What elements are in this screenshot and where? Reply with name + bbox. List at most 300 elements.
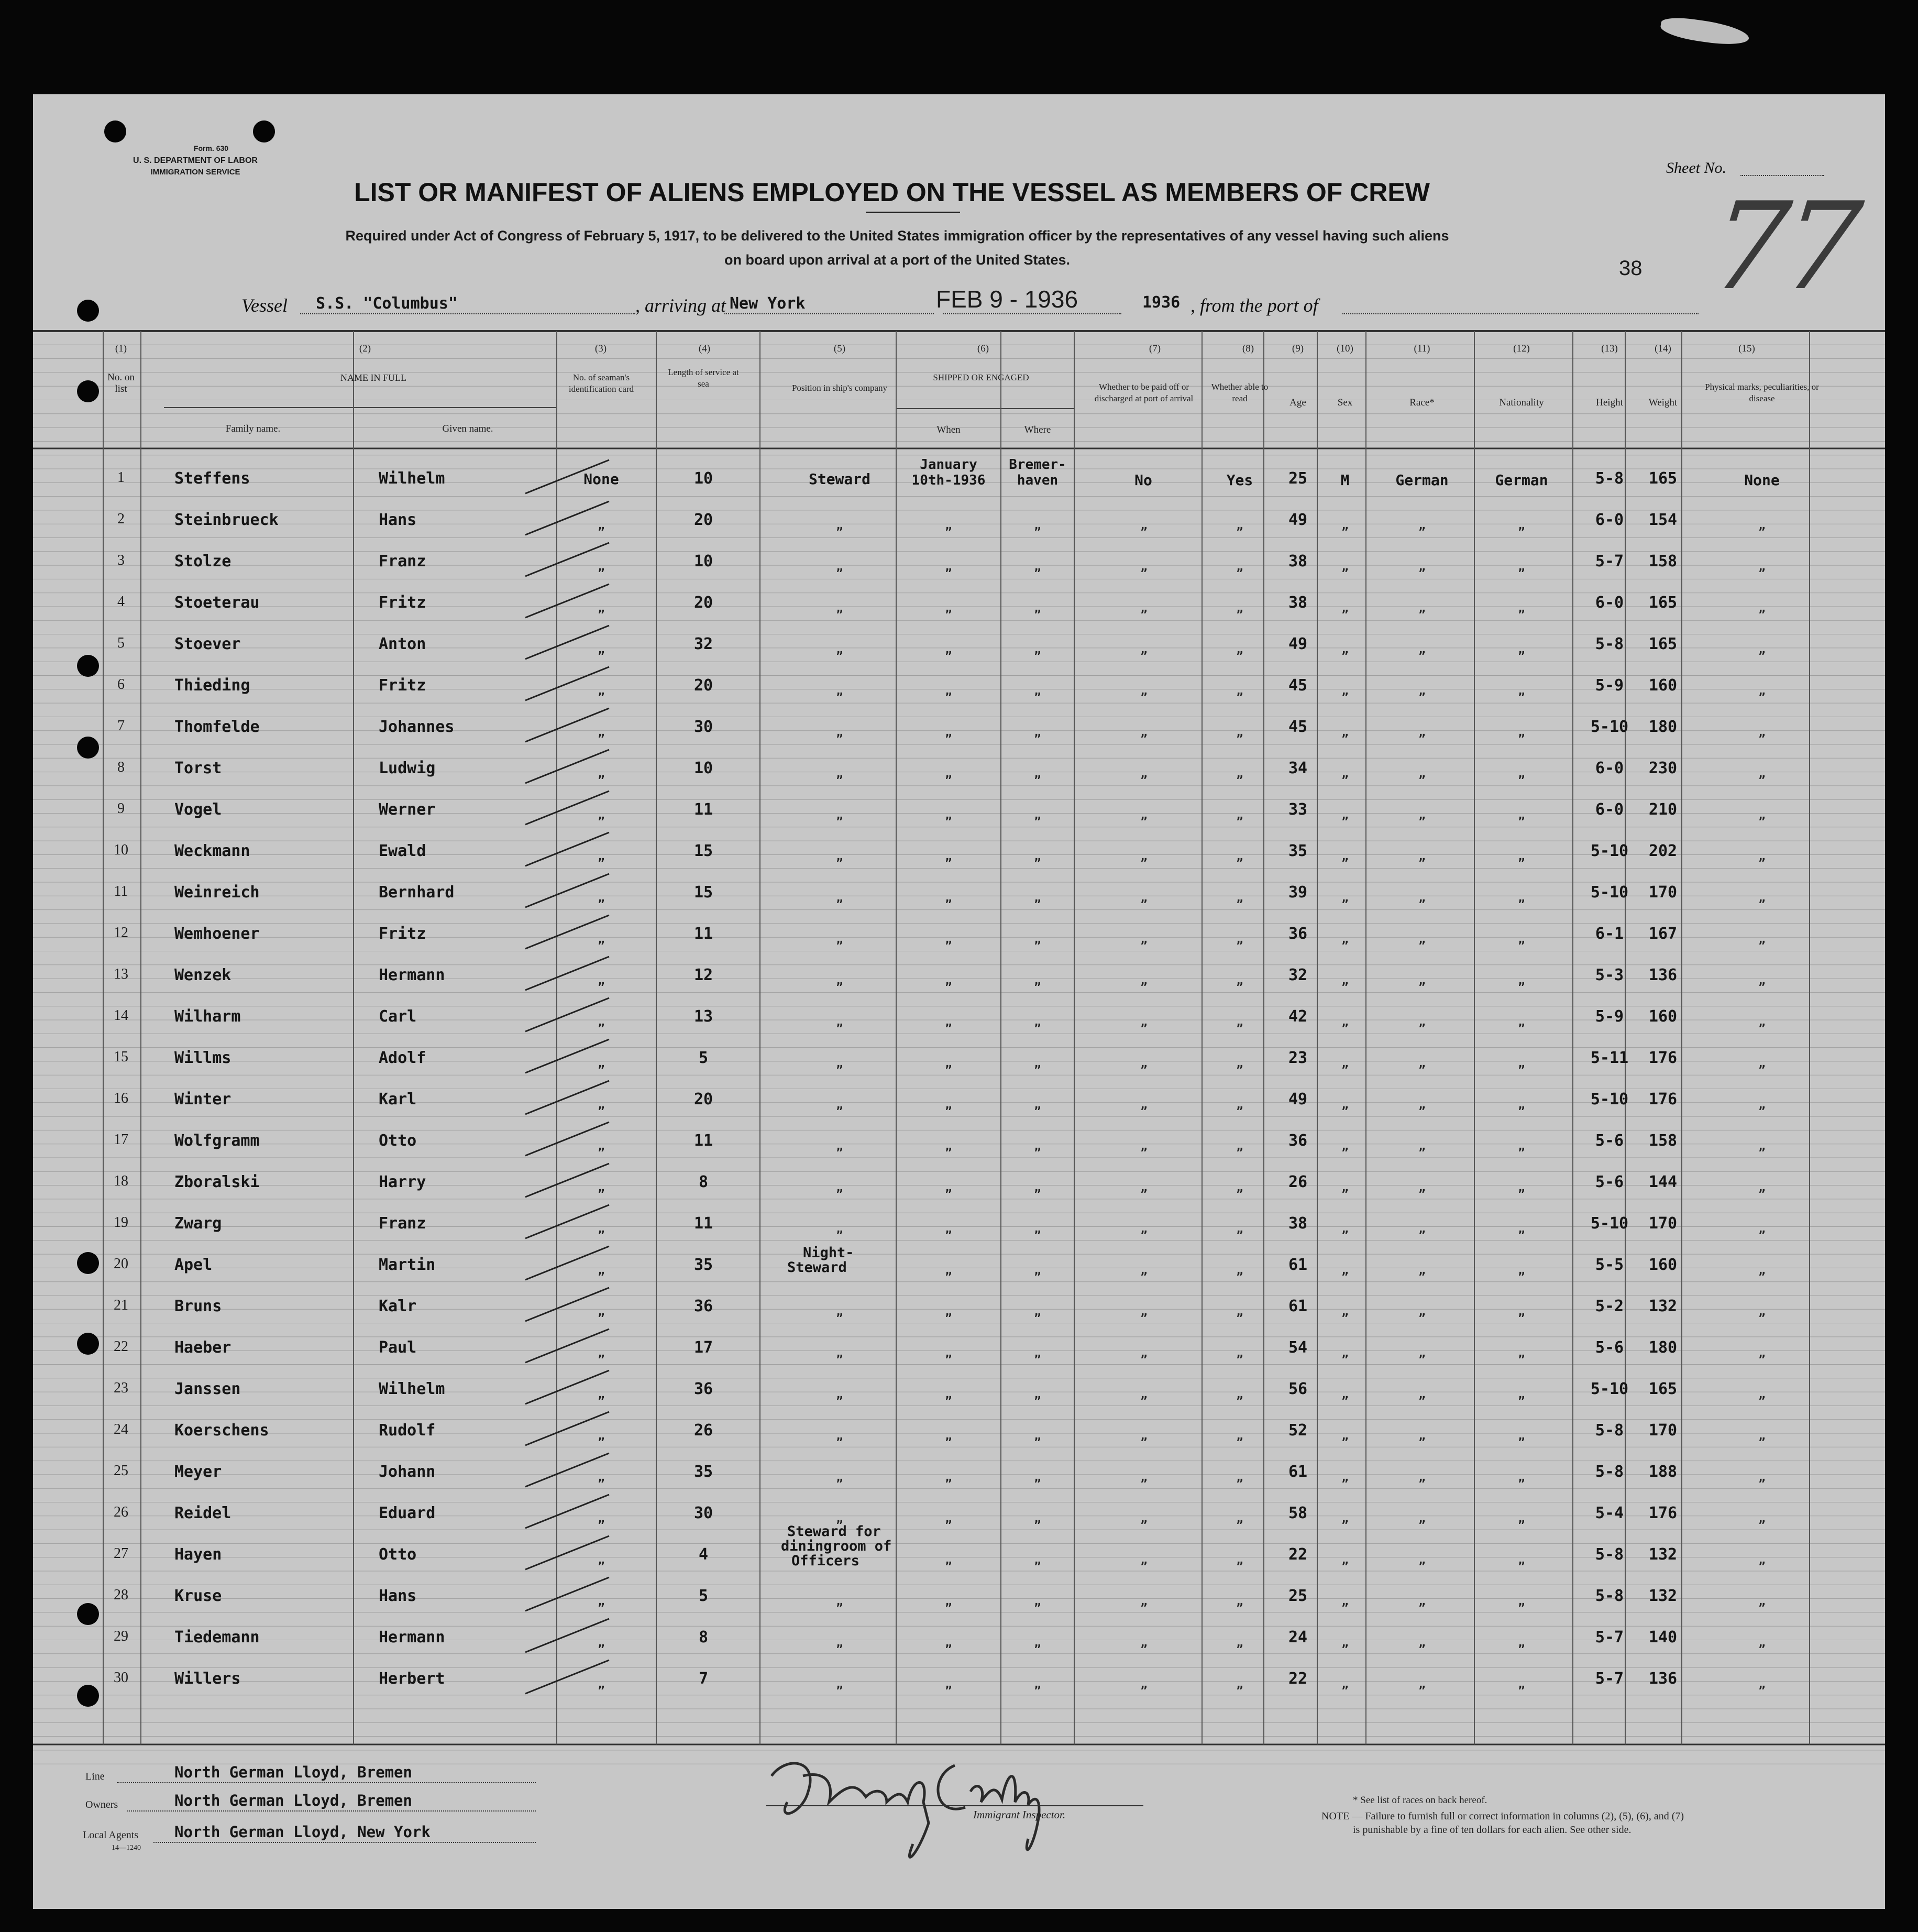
family-name: Wilharm <box>174 1007 241 1026</box>
given-name: Karl <box>379 1090 417 1108</box>
ditto-mark: „ <box>1418 809 1426 822</box>
ditto-mark: „ <box>1034 602 1041 615</box>
ditto-mark: „ <box>836 1057 843 1070</box>
weight: 140 <box>1648 1628 1678 1646</box>
ditto-mark: „ <box>836 685 843 698</box>
ditto-mark: „ <box>1140 685 1148 698</box>
ditto-mark: „ <box>1418 1305 1426 1319</box>
ditto-mark: „ <box>1418 1388 1426 1401</box>
height: 5-10 <box>1590 883 1629 902</box>
length-of-service: 26 <box>693 1421 713 1440</box>
ditto-mark: „ <box>1341 933 1349 946</box>
ditto-mark: „ <box>1518 643 1525 656</box>
ditto-mark: „ <box>1418 850 1426 863</box>
ditto-mark: „ <box>1418 1181 1426 1194</box>
ditto-mark: „ <box>1758 1471 1766 1484</box>
length-of-service: 15 <box>693 883 713 902</box>
header-position: Position in ship's company <box>791 383 888 393</box>
given-name: Herbert <box>379 1670 445 1688</box>
ditto-mark: „ <box>1518 1347 1525 1360</box>
ditto-mark: „ <box>1758 1264 1766 1277</box>
ditto-mark: „ <box>945 1347 952 1360</box>
family-name: Torst <box>174 759 222 777</box>
punch-hole <box>77 1252 99 1274</box>
officers-line3: Officers <box>791 1553 860 1569</box>
ditto-mark: „ <box>1341 561 1349 574</box>
ditto-mark: „ <box>1236 1264 1243 1277</box>
weight: 202 <box>1648 842 1678 860</box>
length-of-service: 15 <box>693 842 713 860</box>
header-able-read: Whether able to read <box>1211 382 1269 403</box>
height: 5-10 <box>1590 1380 1629 1398</box>
height: 5-7 <box>1595 552 1624 570</box>
ditto-mark: „ <box>1140 974 1148 987</box>
ditto-mark: „ <box>1034 561 1041 574</box>
ditto-mark: „ <box>836 561 843 574</box>
department-name: U. S. DEPARTMENT OF LABOR <box>133 156 258 165</box>
ditto-mark: „ <box>1418 1016 1426 1029</box>
ditto-mark: „ <box>1034 1223 1041 1236</box>
ditto-mark: „ <box>1758 1057 1766 1070</box>
line-value: North German Lloyd, Bremen <box>174 1763 412 1781</box>
ditto-mark: „ <box>1518 1388 1525 1401</box>
ditto-mark: „ <box>1758 1512 1766 1525</box>
row1-id-card: None <box>583 470 619 488</box>
given-name: Eduard <box>379 1504 436 1522</box>
age: 61 <box>1288 1463 1308 1481</box>
form-code: 14—1240 <box>112 1844 141 1852</box>
weight: 180 <box>1648 1338 1678 1357</box>
ditto-mark: „ <box>1758 1554 1766 1567</box>
ditto-mark: „ <box>1034 519 1041 532</box>
height: 5-5 <box>1595 1256 1624 1274</box>
arriving-label: , arriving at <box>635 295 726 316</box>
age: 34 <box>1288 759 1308 777</box>
col-num-12: (12) <box>1513 343 1530 354</box>
given-name: Fritz <box>379 594 426 612</box>
page-number: 38 <box>1619 257 1643 280</box>
ditto-mark: „ <box>1236 519 1243 532</box>
ditto-mark: „ <box>1758 726 1766 739</box>
height: 5-8 <box>1595 1463 1624 1481</box>
height: 5-9 <box>1595 1007 1624 1026</box>
ditto-mark: „ <box>836 1678 843 1691</box>
row1-race: German <box>1395 471 1449 489</box>
agents-value: North German Lloyd, New York <box>174 1823 431 1841</box>
ditto-mark: „ <box>1341 1595 1349 1608</box>
date-stamp: FEB 9 - 1936 <box>936 286 1078 313</box>
punch-hole <box>77 1685 99 1707</box>
ditto-mark: „ <box>1341 1471 1349 1484</box>
ditto-mark: „ <box>598 1388 605 1401</box>
height: 5-8 <box>1595 1421 1624 1440</box>
ditto-mark: „ <box>1418 1471 1426 1484</box>
ditto-mark: „ <box>1236 1388 1243 1401</box>
ditto-mark: „ <box>1140 643 1148 656</box>
ditto-mark: „ <box>1034 809 1041 822</box>
ditto-mark: „ <box>1341 1554 1349 1567</box>
ditto-mark: „ <box>836 1099 843 1112</box>
row1-position: Steward <box>808 470 870 488</box>
ditto-mark: „ <box>1418 1595 1426 1608</box>
weight: 170 <box>1648 883 1678 902</box>
given-name: Martin <box>379 1256 436 1274</box>
ditto-mark: „ <box>1341 1140 1349 1153</box>
ditto-mark: „ <box>1236 767 1243 781</box>
row-number: 22 <box>114 1338 128 1355</box>
length-of-service: 8 <box>698 1628 709 1646</box>
night-steward-line1: Night- <box>803 1245 854 1261</box>
header-age: Age <box>1289 397 1306 408</box>
paper-scrap <box>1659 15 1750 48</box>
row-number: 29 <box>114 1628 128 1644</box>
ditto-mark: „ <box>945 933 952 946</box>
ditto-mark: „ <box>836 850 843 863</box>
year-value: 1936 <box>1142 293 1181 312</box>
ditto-mark: „ <box>836 726 843 739</box>
col-num-1: (1) <box>115 343 127 354</box>
ditto-mark: „ <box>598 519 605 532</box>
weight: 160 <box>1648 1256 1678 1274</box>
ditto-mark: „ <box>1518 933 1525 946</box>
weight: 144 <box>1648 1173 1678 1191</box>
ditto-mark: „ <box>598 602 605 615</box>
given-name: Wilhelm <box>379 1380 445 1398</box>
ditto-mark: „ <box>1341 1678 1349 1691</box>
ditto-mark: „ <box>1236 1637 1243 1650</box>
row-number: 12 <box>114 925 128 941</box>
ditto-mark: „ <box>945 726 952 739</box>
age: 33 <box>1288 800 1308 819</box>
punch-hole <box>77 655 99 677</box>
given-name: Otto <box>379 1545 417 1564</box>
weight: 132 <box>1648 1587 1678 1605</box>
ditto-mark: „ <box>1418 1140 1426 1153</box>
ditto-mark: „ <box>945 1637 952 1650</box>
given-name: Franz <box>379 552 426 570</box>
ditto-mark: „ <box>1341 974 1349 987</box>
ditto-mark: „ <box>836 643 843 656</box>
ditto-mark: „ <box>598 1140 605 1153</box>
family-name: Reidel <box>174 1504 232 1522</box>
header-name-in-full: NAME IN FULL <box>340 372 406 383</box>
given-name: Hermann <box>379 1628 445 1646</box>
given-name: Hans <box>379 511 417 529</box>
ditto-mark: „ <box>598 850 605 863</box>
ditto-mark: „ <box>945 643 952 656</box>
ditto-mark: „ <box>945 1181 952 1194</box>
ditto-mark: „ <box>1034 726 1041 739</box>
ditto-mark: „ <box>1236 1016 1243 1029</box>
port-underline <box>1342 313 1699 314</box>
ditto-mark: „ <box>598 1264 605 1277</box>
ditto-mark: „ <box>1518 726 1525 739</box>
ditto-mark: „ <box>836 809 843 822</box>
length-of-service: 20 <box>693 594 713 612</box>
ditto-mark: „ <box>1034 1678 1041 1691</box>
ditto-mark: „ <box>1518 1595 1525 1608</box>
length-of-service: 17 <box>693 1338 713 1357</box>
ditto-mark: „ <box>598 1471 605 1484</box>
ditto-mark: „ <box>1034 974 1041 987</box>
ditto-mark: „ <box>1034 1099 1041 1112</box>
penalty-note-line1: NOTE — Failure to furnish full or correct information in columns (2), (5), (6), and (7) <box>1321 1810 1684 1822</box>
family-name: Hayen <box>174 1545 222 1564</box>
age: 38 <box>1288 552 1308 570</box>
row-number: 9 <box>117 800 125 817</box>
header-sex: Sex <box>1337 397 1353 408</box>
ditto-mark: „ <box>1341 850 1349 863</box>
given-name: Anton <box>379 635 426 653</box>
signature-line <box>766 1805 1143 1806</box>
weight: 230 <box>1648 759 1678 777</box>
row-number: 4 <box>117 594 125 610</box>
ditto-mark: „ <box>598 809 605 822</box>
row-number: 27 <box>114 1545 128 1562</box>
ditto-mark: „ <box>1418 1678 1426 1691</box>
header-no-on-list: No. on list <box>107 372 135 394</box>
ditto-mark: „ <box>598 1099 605 1112</box>
ditto-mark: „ <box>945 892 952 905</box>
ditto-mark: „ <box>1418 561 1426 574</box>
ditto-mark: „ <box>598 685 605 698</box>
ditto-mark: „ <box>1418 1430 1426 1443</box>
ditto-mark: „ <box>1518 1057 1525 1070</box>
ditto-mark: „ <box>1034 1471 1041 1484</box>
ditto-mark: „ <box>836 974 843 987</box>
row-number: 21 <box>114 1297 128 1313</box>
weight: 176 <box>1648 1049 1678 1067</box>
row1-nationality: German <box>1495 471 1548 489</box>
header-nationality: Nationality <box>1499 397 1544 408</box>
service-name: IMMIGRATION SERVICE <box>150 168 240 177</box>
given-name: Kalr <box>379 1297 417 1315</box>
ditto-mark: „ <box>598 643 605 656</box>
ditto-mark: „ <box>1140 1223 1148 1236</box>
ditto-mark: „ <box>598 1305 605 1319</box>
ditto-mark: „ <box>1034 1347 1041 1360</box>
family-name: Janssen <box>174 1380 241 1398</box>
from-port-label: , from the port of <box>1191 295 1318 316</box>
age: 45 <box>1288 718 1308 736</box>
title-rule <box>866 212 960 213</box>
ditto-mark: „ <box>1034 850 1041 863</box>
ditto-mark: „ <box>1341 643 1349 656</box>
ditto-mark: „ <box>1140 1140 1148 1153</box>
length-of-service: 5 <box>698 1049 709 1067</box>
ditto-mark: „ <box>1341 519 1349 532</box>
given-name: Hans <box>379 1587 417 1605</box>
ditto-mark: „ <box>1140 1388 1148 1401</box>
ditto-mark: „ <box>836 1223 843 1236</box>
ditto-mark: „ <box>1034 1595 1041 1608</box>
ditto-mark: „ <box>1518 1637 1525 1650</box>
ditto-mark: „ <box>836 1595 843 1608</box>
ditto-mark: „ <box>1758 1678 1766 1691</box>
length-of-service: 32 <box>693 635 713 653</box>
col-num-15: (15) <box>1738 343 1755 354</box>
length-of-service: 30 <box>693 718 713 736</box>
family-name: Thomfelde <box>174 718 260 736</box>
ditto-mark: „ <box>598 1016 605 1029</box>
height: 6-0 <box>1595 759 1624 777</box>
ditto-mark: „ <box>1140 1099 1148 1112</box>
ditto-mark: „ <box>1418 892 1426 905</box>
ditto-mark: „ <box>1518 1678 1525 1691</box>
family-name: Stoever <box>174 635 241 653</box>
ditto-mark: „ <box>1034 1554 1041 1567</box>
family-name: Kruse <box>174 1587 222 1605</box>
length-of-service: 20 <box>693 511 713 529</box>
length-of-service: 35 <box>693 1463 713 1481</box>
weight: 160 <box>1648 1007 1678 1026</box>
height: 5-9 <box>1595 676 1624 695</box>
row-number: 14 <box>114 1007 128 1024</box>
col-num-8: (8) <box>1242 343 1254 354</box>
vessel-value: S.S. "Columbus" <box>316 294 458 313</box>
ditto-mark: „ <box>1341 1057 1349 1070</box>
header-where: Where <box>1024 424 1051 435</box>
col-num-6: (6) <box>977 343 989 354</box>
ditto-mark: „ <box>836 1305 843 1319</box>
punch-hole <box>104 120 126 142</box>
age: 49 <box>1288 635 1308 653</box>
races-note: * See list of races on back hereof. <box>1353 1795 1487 1806</box>
height: 5-10 <box>1590 718 1629 736</box>
row-number: 25 <box>114 1463 128 1479</box>
ditto-mark: „ <box>1341 1016 1349 1029</box>
ditto-mark: „ <box>1140 726 1148 739</box>
height: 5-6 <box>1595 1173 1624 1191</box>
ditto-mark: „ <box>1418 643 1426 656</box>
ditto-mark: „ <box>1518 1512 1525 1525</box>
ditto-mark: „ <box>1341 1099 1349 1112</box>
ditto-mark: „ <box>1758 767 1766 781</box>
ditto-mark: „ <box>1236 1347 1243 1360</box>
ditto-mark: „ <box>1518 1016 1525 1029</box>
inspector-label: Immigrant Inspector. <box>973 1808 1066 1821</box>
ditto-mark: „ <box>945 685 952 698</box>
col-num-11: (11) <box>1414 343 1430 354</box>
ditto-mark: „ <box>1341 1388 1349 1401</box>
weight: 154 <box>1648 511 1678 529</box>
owners-value: North German Lloyd, Bremen <box>174 1792 412 1809</box>
ditto-mark: „ <box>1034 933 1041 946</box>
header-paid-off: Whether to be paid off or discharged at port of arrival <box>1094 382 1194 403</box>
ditto-mark: „ <box>1758 643 1766 656</box>
subtitle-line1: Required under Act of Congress of February 5, 1917, to be delivered to the United States immigration officer by the representatives of any vessel having such aliens <box>345 228 1449 244</box>
ditto-mark: „ <box>1518 850 1525 863</box>
ditto-mark: „ <box>1758 1388 1766 1401</box>
age: 61 <box>1288 1297 1308 1315</box>
row1-physical: None <box>1744 471 1780 489</box>
ditto-mark: „ <box>1518 602 1525 615</box>
ditto-mark: „ <box>1034 1264 1041 1277</box>
weight: 158 <box>1648 552 1678 570</box>
col-num-5: (5) <box>833 343 846 354</box>
family-name: Wolfgramm <box>174 1132 260 1150</box>
header-when: When <box>936 424 961 435</box>
row-number: 1 <box>117 469 125 486</box>
ditto-mark: „ <box>1518 1430 1525 1443</box>
height: 5-8 <box>1595 1545 1624 1564</box>
ditto-mark: „ <box>945 850 952 863</box>
ditto-mark: „ <box>836 1637 843 1650</box>
weight: 132 <box>1648 1545 1678 1564</box>
header-given-name: Given name. <box>442 423 493 434</box>
weight: 170 <box>1648 1421 1678 1440</box>
header-shipped: SHIPPED OR ENGAGED <box>933 372 1029 382</box>
ditto-mark: „ <box>1236 1140 1243 1153</box>
ditto-mark: „ <box>1758 974 1766 987</box>
family-name: Willms <box>174 1049 232 1067</box>
family-name: Thieding <box>174 676 250 695</box>
ditto-mark: „ <box>945 1678 952 1691</box>
ditto-mark: „ <box>1418 1223 1426 1236</box>
ditto-mark: „ <box>1418 1347 1426 1360</box>
length-of-service: 12 <box>693 966 713 984</box>
ditto-mark: „ <box>1236 1430 1243 1443</box>
ditto-mark: „ <box>1758 1223 1766 1236</box>
age: 36 <box>1288 925 1308 943</box>
ditto-mark: „ <box>945 1430 952 1443</box>
ditto-mark: „ <box>1236 1305 1243 1319</box>
ditto-mark: „ <box>945 1554 952 1567</box>
agents-label: Local Agents <box>83 1829 139 1841</box>
given-name: Fritz <box>379 676 426 695</box>
length-of-service: 10 <box>693 469 713 488</box>
ditto-mark: „ <box>1140 1181 1148 1194</box>
given-name: Carl <box>379 1007 417 1026</box>
given-name: Franz <box>379 1214 426 1233</box>
ditto-mark: „ <box>1341 1305 1349 1319</box>
given-name: Fritz <box>379 925 426 943</box>
age: 26 <box>1288 1173 1308 1191</box>
length-of-service: 8 <box>698 1173 709 1191</box>
age: 42 <box>1288 1007 1308 1026</box>
punch-hole <box>253 120 275 142</box>
family-name: Tiedemann <box>174 1628 260 1646</box>
given-name: Johannes <box>379 718 455 736</box>
age: 45 <box>1288 676 1308 695</box>
ditto-mark: „ <box>1236 1554 1243 1567</box>
age: 22 <box>1288 1545 1308 1564</box>
punch-hole <box>77 300 99 322</box>
ditto-mark: „ <box>1140 1057 1148 1070</box>
ditto-mark: „ <box>945 1140 952 1153</box>
ditto-mark: „ <box>836 933 843 946</box>
row-number: 11 <box>114 883 128 899</box>
ditto-mark: „ <box>1758 1430 1766 1443</box>
ditto-mark: „ <box>1758 519 1766 532</box>
ditto-mark: „ <box>1518 685 1525 698</box>
owners-label: Owners <box>85 1799 118 1810</box>
col-num-3: (3) <box>594 343 607 354</box>
ditto-mark: „ <box>1140 1347 1148 1360</box>
given-name: Ewald <box>379 842 426 860</box>
ditto-mark: „ <box>836 892 843 905</box>
sheet-number-line <box>1740 175 1824 176</box>
ditto-mark: „ <box>1341 1430 1349 1443</box>
ditto-mark: „ <box>1341 1637 1349 1650</box>
ditto-mark: „ <box>1236 643 1243 656</box>
ditto-mark: „ <box>945 1471 952 1484</box>
length-of-service: 30 <box>693 1504 713 1522</box>
weight: 160 <box>1648 676 1678 695</box>
given-name: Hermann <box>379 966 445 984</box>
length-of-service: 4 <box>698 1545 709 1564</box>
family-name: Weinreich <box>174 883 260 902</box>
